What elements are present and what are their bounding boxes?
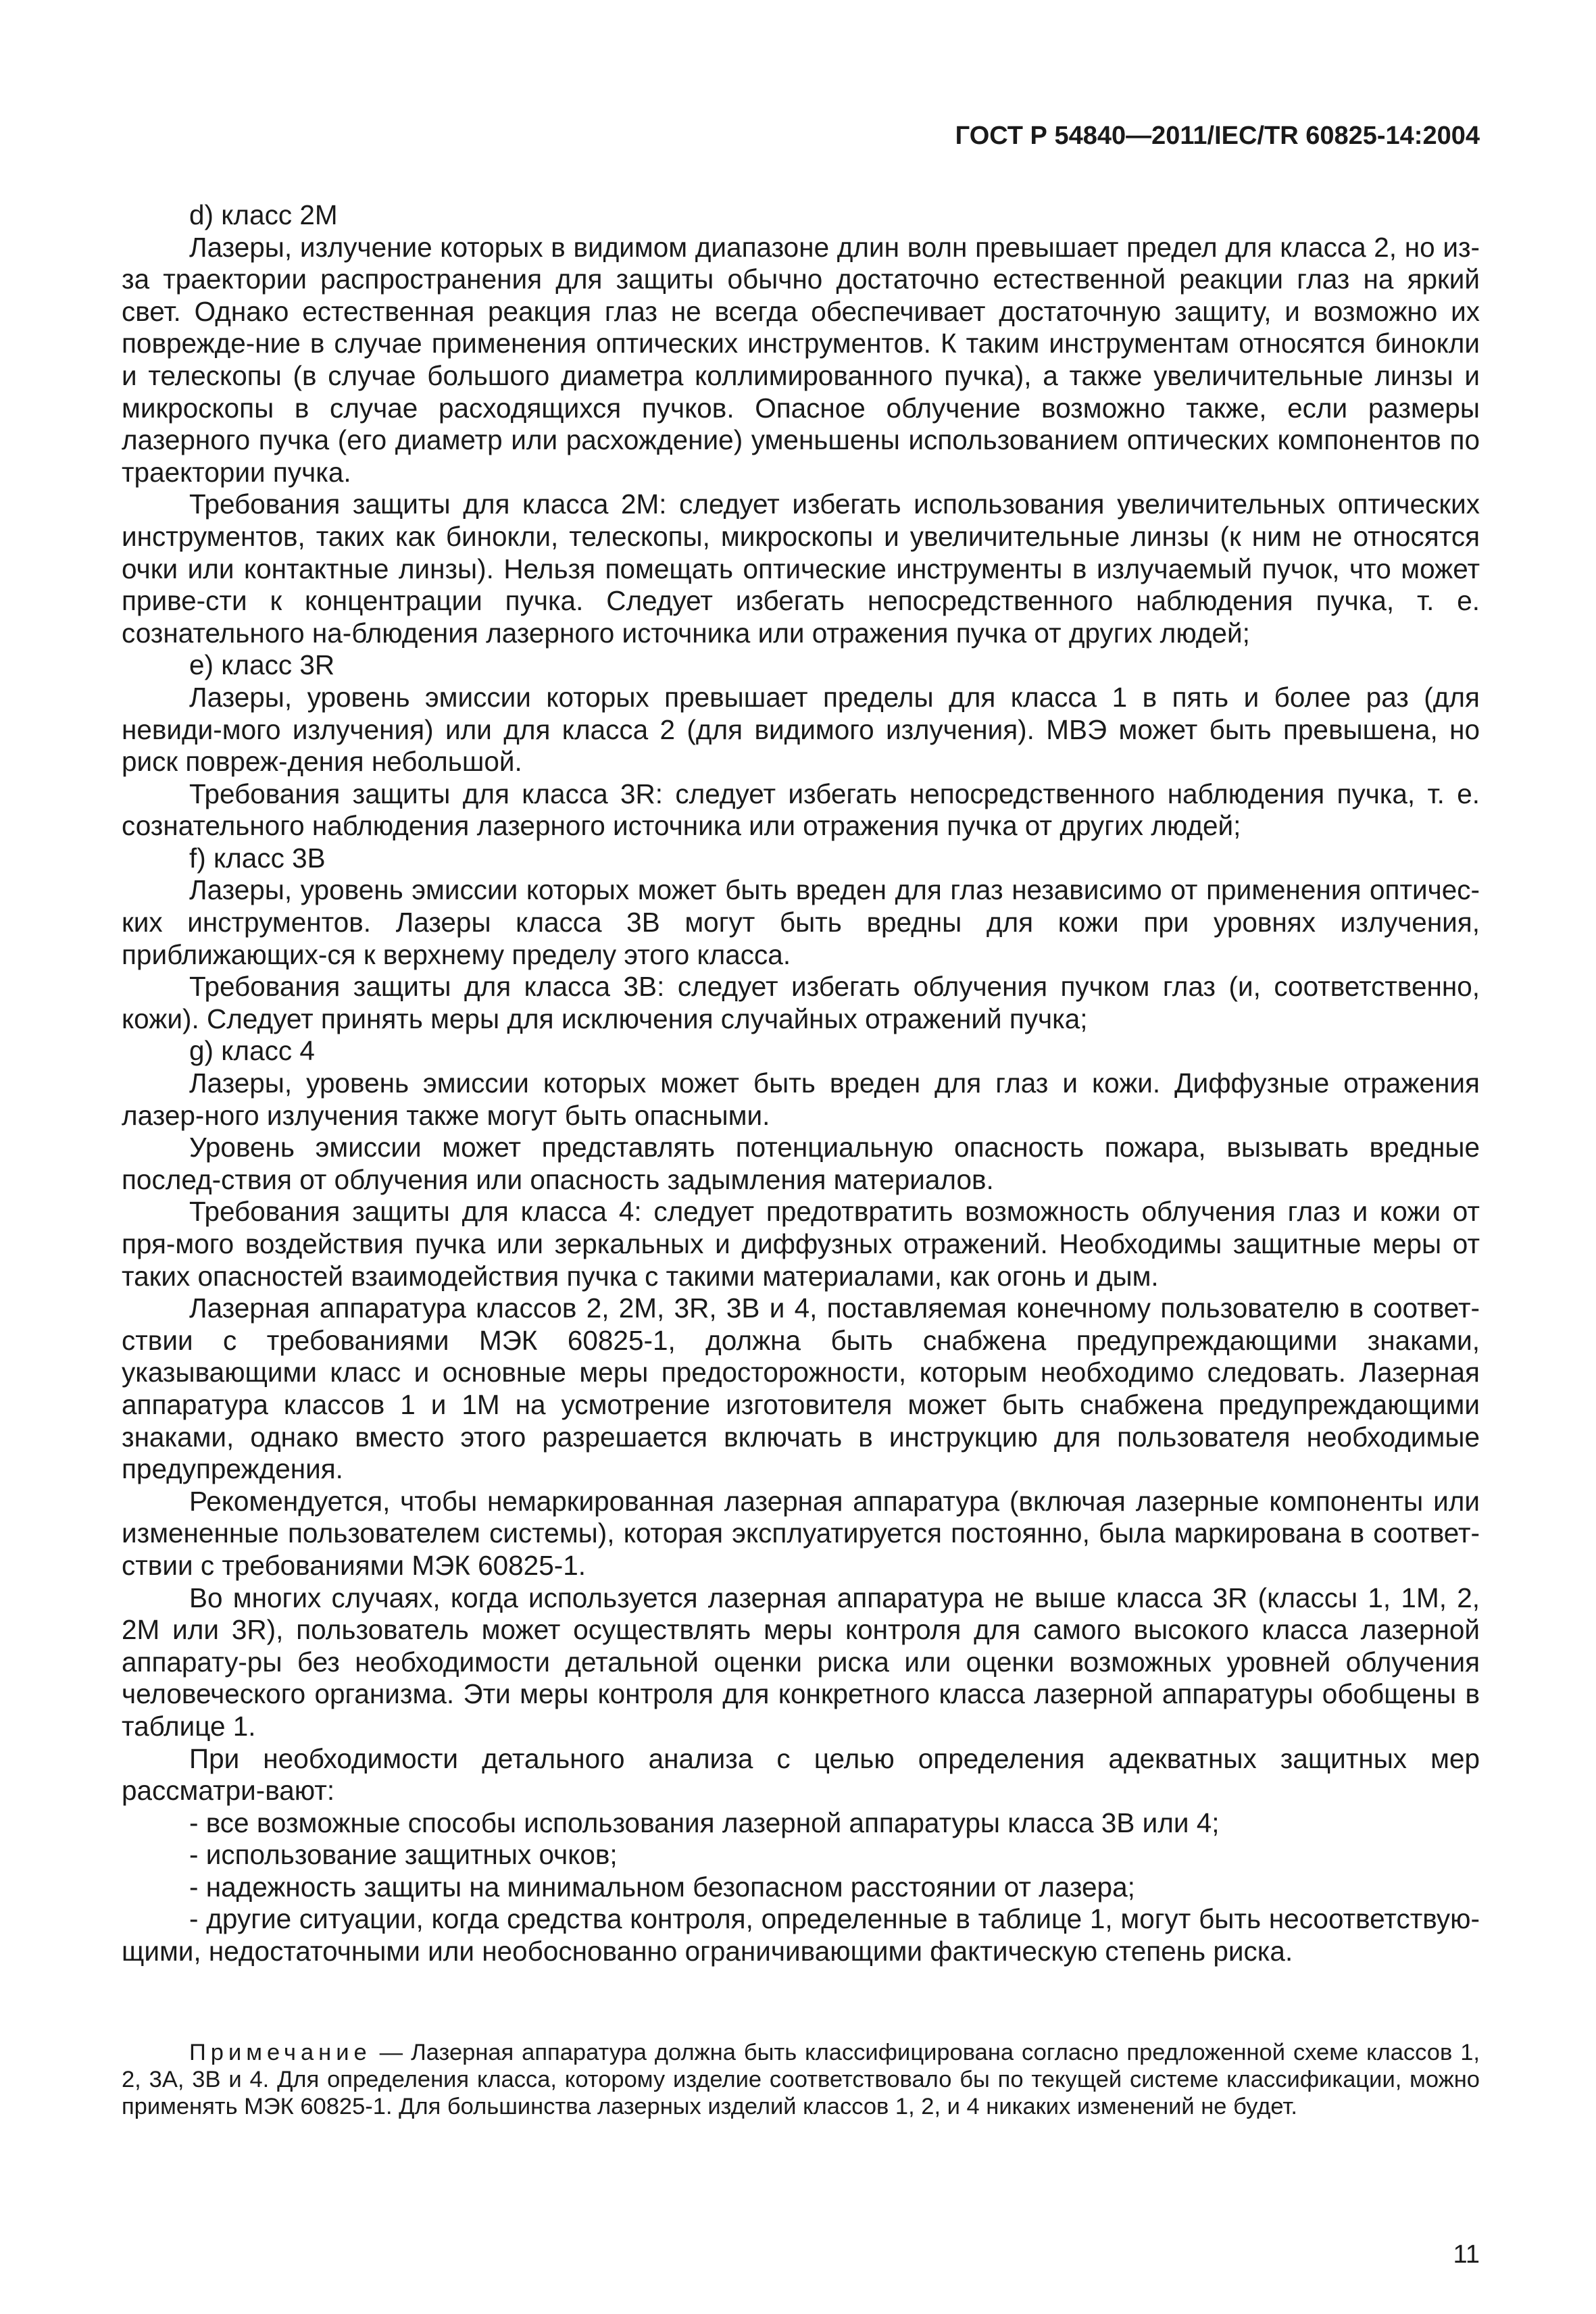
paragraph: Лазеры, уровень эмиссии которых превышает пределы для класса 1 в пять и более раз (для невиди-мого излучения) или для класса 2 (для видимого излучения). МВЭ может быть превышена, но риск повреж-дения небольшой. [122, 681, 1480, 778]
paragraph: Лазерная аппаратура классов 2, 2М, 3R, 3В и 4, поставляемая конечному пользователю в соответ-ствии с требованиями МЭК 60825-1, должна быть снабжена предупреждающими знаками, указывающими класс и основные меры предосторожности, которым необходимо следовать. Лазерная аппаратура классов 1 и 1М на усмотрение изготовителя может быть снабжена предупреждающими знаками, однако вместо этого разрешается включать в инструкцию для пользователя необходимые предупреждения. [122, 1292, 1480, 1485]
paragraph: d) класс 2М [189, 199, 338, 230]
paragraph: Лазеры, излучение которых в видимом диапазоне длин волн превышает предел для класса 2, но из-за траектории распространения для защиты обычно достаточно естественной реакции глаз на яркий свет. Однако естественная реакция глаз не всегда обеспечивает достаточную защиту, и возможно их поврежде-ние в случае применения оптических инструментов. К таким инструментам относятся бинокли и телескопы (в случае большого диаметра коллимированного пучка), а также увеличительные линзы и микроскопы в случае расходящихся пучков. Опасное облучение возможно также, если размеры лазерного пучка (его диаметр или расхождение) уменьшены использованием оптических компонентов по траектории пучка. [122, 231, 1480, 488]
note-text: — Лазерная аппаратура должна быть классифицирована согласно предложенной схеме классов 1, 2, 3А, 3В и 4. Для определения класса, которому изделие соответствовало бы по текущей системе классификации, можно применять МЭК 60825-1. Для большинства лазерных изделий классов 1, 2, и 4 никаких изменений не будет. [122, 2040, 1480, 2119]
page-number: 11 [1453, 2240, 1480, 2269]
note-paragraph [122, 2039, 1480, 2120]
paragraph: Требования защиты для класса 4: следует предотвратить возможность облучения глаз и кожи от пря-мого воздействия пучка или зеркальных и диффузных отражений. Необходимы защитные меры от таких опасностей взаимодействия пучка с такими материалами, как огонь и дым. [122, 1196, 1480, 1292]
paragraph: g) класс 4 [189, 1035, 315, 1067]
list-item: - все возможные способы использования лазерной аппаратуры класса 3В или 4; [189, 1807, 1220, 1838]
list-item: - другие ситуации, когда средства контроля, определенные в таблице 1, могут быть несоответствую-щими, недостаточными или необоснованно ограничивающими фактическую степень риска. [122, 1903, 1480, 1967]
paragraph: Рекомендуется, чтобы немаркированная лазерная аппаратура (включая лазерные компоненты или измененные пользователем системы), которая эксплуатируется постоянно, была маркирована в соответ-ствии с требованиями МЭК 60825-1. [122, 1485, 1480, 1581]
note-block [122, 2039, 1480, 2120]
paragraph: Лазеры, уровень эмиссии которых может быть вреден для глаз независимо от применения оптичес-ких инструментов. Лазеры класса 3В могут быть вредны для кожи при уровнях излучения, приближающих-ся к верхнему пределу этого класса. [122, 874, 1480, 970]
paragraph: Лазеры, уровень эмиссии которых может быть вреден для глаз и кожи. Диффузные отражения лазер-ного излучения также могут быть опасными. [122, 1067, 1480, 1131]
list-item: - использование защитных очков; [189, 1839, 618, 1871]
main-text [122, 199, 1480, 1968]
paragraph: При необходимости детального анализа с целью определения адекватных защитных мер рассматри-вают: [122, 1742, 1480, 1807]
paragraph: Требования защиты для класса 2М: следует избегать использования увеличительных оптических инструментов, таких как бинокли, телескопы, микроскопы и увеличительные линзы (к ним не относятся очки или контактные линзы). Нельзя помещать оптические инструменты в излучаемый пучок, что может приве-сти к концентрации пучка. Следует избегать непосредственного наблюдения пучка, т. е. сознательного на-блюдения лазерного источника или отражения пучка от других людей; [122, 488, 1480, 649]
paragraph: f) класс 3В [189, 842, 326, 874]
paragraph: Уровень эмиссии может представлять потенциальную опасность пожара, вызывать вредные послед-ствия от облучения или опасность задымления материалов. [122, 1132, 1480, 1195]
note-label: Примечание [189, 2040, 372, 2065]
paragraph: Требования защиты для класса 3В: следует избегать облучения пучком глаз (и, соответственно, кожи). Следует принять меры для исключения случайных отражений пучка; [122, 971, 1480, 1034]
paragraph: Требования защиты для класса 3R: следует избегать непосредственного наблюдения пучка, т. е. сознательного наблюдения лазерного источника или отражения пучка от других людей; [122, 778, 1480, 842]
paragraph: Во многих случаях, когда используется лазерная аппаратура не выше класса 3R (классы 1, 1М, 2, 2М или 3R), пользователь может осуществлять меры контроля для самого высокого класса лазерной аппарату-ры без необходимости детальной оценки риска или оценки возможных уровней облучения человеческого организма. Эти меры контроля для конкретного класса лазерной аппаратуры обобщены в таблице 1. [122, 1582, 1480, 1742]
list-item: - надежность защиты на минимальном безопасном расстоянии от лазера; [189, 1871, 1135, 1903]
standard-header: ГОСТ Р 54840—2011/IEC/TR 60825-14:2004 [955, 122, 1480, 150]
paragraph: e) класс 3R [189, 649, 335, 681]
